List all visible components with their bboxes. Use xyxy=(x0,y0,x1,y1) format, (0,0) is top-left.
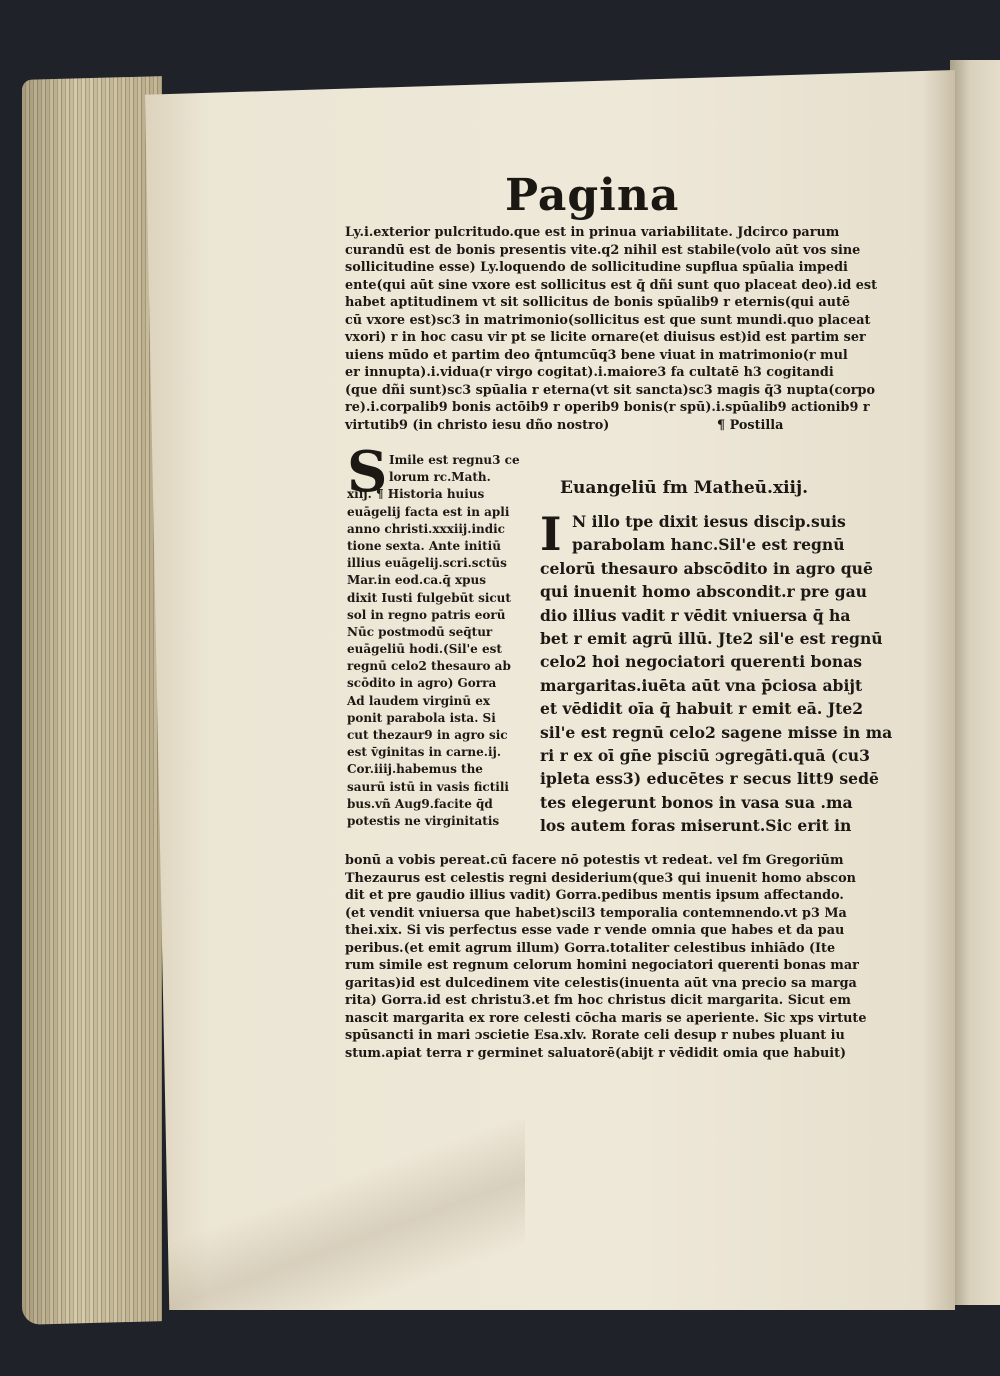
postilla-heading: ¶ Postilla xyxy=(717,417,784,433)
left-col-line: regnū celo2 thesauro ab xyxy=(347,659,511,674)
left-col-line: Imile est regnu3 ce xyxy=(389,453,520,467)
left-col-line: euāgelij facta est in apli xyxy=(347,504,510,519)
gospel-line: ipleta ess3) educētes r secus litt9 sedē xyxy=(540,769,879,789)
gloss-bottom-block xyxy=(345,852,867,1062)
left-col-line: Nūc postmodū seq̄tur xyxy=(347,624,493,639)
gloss-line: Thezaurus est celestis regni desiderium(que3 qui inuenit homo abscon xyxy=(345,870,856,886)
left-col-line: Cor.iiij.habemus the xyxy=(347,762,483,777)
gloss-line: bonū a vobis pereat.cū facere nō potestis vt redeat. vel fm Gregoriūm xyxy=(345,853,844,868)
gloss-line: er innupta).i.vidua(r virgo cogitat).i.maiore3 fa cultatē h3 cogitandi xyxy=(345,365,834,380)
gloss-line: rum simile est regnum celorum homini negociatori querenti bonas mar xyxy=(345,958,859,973)
gospel-line: et vēdidit oīa q̄ habuit r emit eā. Jte2 xyxy=(540,699,864,719)
left-col-line: bus.vñ Aug9.facite q̄d xyxy=(347,796,493,811)
gloss-line: dit et pre gaudio illius vadit) Gorra.pedibus mentis ipsum affectando. xyxy=(345,888,844,903)
left-col-line: tione sexta. Ante initiū xyxy=(347,538,501,553)
gloss-line: sollicitudine esse) Ly.loquendo de sollicitudine supflua spūalia impedi xyxy=(345,260,848,275)
gospel-line: tes elegerunt bonos in vasa sua .ma xyxy=(540,792,853,812)
facing-page-edge xyxy=(950,60,1000,1305)
left-col-line: xiij. ¶ Historia huius xyxy=(347,487,485,502)
gospel-line: qui inuenit homo abscondit.r pre gau xyxy=(540,582,868,602)
left-col-line: anno christi.xxxiij.indic xyxy=(347,521,505,536)
gospel-line: ri r ex oī gn̄e pisciū ɔgregāti.quā (cu3 xyxy=(540,745,870,765)
gloss-line: cū vxore est)sc3 in matrimonio(sollicitus est que sunt mundi.quo placeat xyxy=(345,312,871,328)
gospel-heading: Euangeliū fm Matheū.xiij. xyxy=(560,478,809,498)
gloss-line: stum.apiat terra r germinet saluatorē(abijt r vēdidit omia que habuit) xyxy=(345,1045,847,1061)
gloss-line-last xyxy=(345,417,857,435)
gloss-line: spūsancti in mari ɔscietie Esa.xlv. Rorate celi desup r nubes pluant iu xyxy=(345,1028,845,1043)
left-col-line: potestis ne virginitatis xyxy=(347,813,500,828)
gloss-top-block xyxy=(345,224,878,434)
running-head: Pagina xyxy=(505,170,680,221)
gloss-line: garitas)id est dulcedinem vite celestis(inuenta aūt vna precio sa marga xyxy=(345,975,857,991)
gloss-line: (et vendit vniuersa que habet)scil3 temporalia contemnendo.vt p3 Ma xyxy=(345,905,847,921)
left-col-line: scōdito in agro) Gorra xyxy=(347,676,497,691)
initial-i-drop-cap: I xyxy=(540,507,562,561)
gloss-line: ente(qui aūt sine vxore est sollicitus est q̄ dñi sunt quo placeat deo).id est xyxy=(345,277,878,293)
left-col-line: ponit parabola ista. Si xyxy=(347,710,496,725)
gospel-line: parabolam hanc.Sil'e est regnū xyxy=(572,535,845,555)
gospel-text-column xyxy=(540,507,893,837)
gloss-line: habet aptitudinem vt sit sollicitus de bonis spūalib9 r eternis(qui autē xyxy=(345,295,851,310)
gloss-line: rita) Gorra.id est christu3.et fm hoc christus dicit margarita. Sicut em xyxy=(345,993,851,1008)
left-col-line: Ad laudem virginū ex xyxy=(347,693,491,708)
left-col-line: sol in regno patris eorū xyxy=(347,607,506,622)
gospel-line: celorū thesauro abscōdito in agro quē xyxy=(540,558,873,578)
left-col-line: Mar.in eod.ca.q̄ xpus xyxy=(347,573,486,588)
left-col-line: lorum rc.Math. xyxy=(389,470,491,485)
left-col-line: est v̄ginitas in carne.ij. xyxy=(347,745,502,760)
gloss-line: peribus.(et emit agrum illum) Gorra.totaliter celestibus inhiādo (Ite xyxy=(345,940,836,956)
gospel-line: los autem foras miserunt.Sic erit in xyxy=(540,816,852,836)
initial-s-drop-cap: S xyxy=(347,439,388,505)
left-col-line: euāgeliū hodi.(Sil'e est xyxy=(347,642,502,657)
gloss-line: thei.xix. Si vis perfectus esse vade r vende omnia que habes et da pau xyxy=(345,923,845,938)
gospel-line: N illo tpe dixit iesus discip.suis xyxy=(572,512,846,531)
gloss-line: (que dñi sunt)sc3 spūalia r eterna(vt sit sancta)sc3 magis q̄3 nupta(corpo xyxy=(345,382,876,398)
gloss-line: Ly.i.exterior pulcritudo.que est in prinua variabilitate. Jdcirco parum xyxy=(345,225,840,240)
gloss-line-text: virtutib9 (in christo iesu dño nostro) xyxy=(345,417,610,433)
left-col-line: illius euāgelij.scri.sctūs xyxy=(347,556,507,571)
left-col-line: saurū istū in vasis fictili xyxy=(347,779,509,794)
left-col-line: cut thezaur9 in agro sic xyxy=(347,728,508,742)
left-col-line: dixit Iusti fulgebūt sicut xyxy=(347,590,511,605)
gospel-line: dio illius vadit r vēdit vniuersa q̄ ha xyxy=(540,605,851,625)
gospel-line: bet r emit agrū illū. Jte2 sil'e est regnū xyxy=(540,628,883,648)
gloss-line: curandū est de bonis presentis vite.q2 nihil est stabile(volo aūt vos sine xyxy=(345,242,861,258)
page-fore-edges xyxy=(22,76,162,1325)
gospel-line: margaritas.iuēta aūt vna p̄ciosa abijt xyxy=(540,675,863,695)
gloss-line: nascit margarita ex rore celesti cōcha maris se aperiente. Sic xps virtute xyxy=(345,1010,867,1026)
gloss-line: vxori) r in hoc casu vir pt se licite ornare(et diuisus est)id est partim ser xyxy=(345,330,866,345)
left-column xyxy=(347,452,522,830)
gospel-line: sil'e est regnū celo2 sagene misse in ma xyxy=(540,722,893,742)
gloss-line: uiens mūdo et partim deo q̄ntumcūq3 bene viuat in matrimonio(r mul xyxy=(345,347,848,363)
gloss-line: re).i.corpalib9 bonis actōib9 r operib9 bonis(r spū).i.spūalib9 actionib9 r xyxy=(345,400,870,415)
gospel-line: celo2 hoi negociatori querenti bonas xyxy=(540,652,863,672)
